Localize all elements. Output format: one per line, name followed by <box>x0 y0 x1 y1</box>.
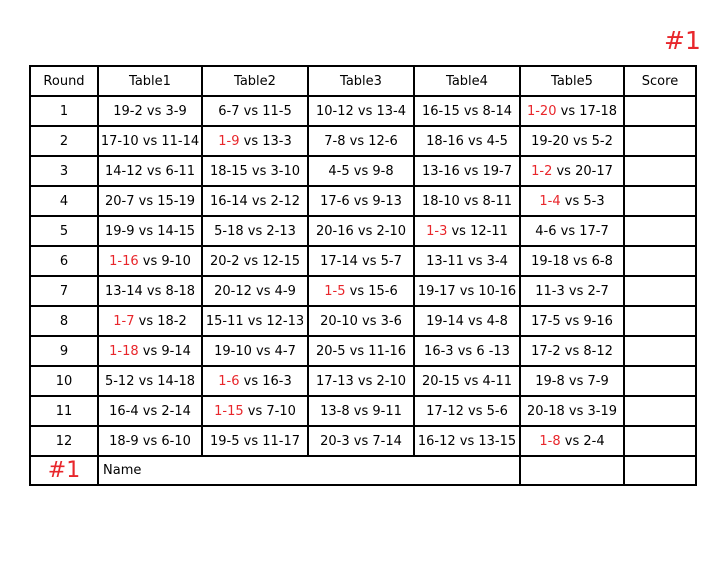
vs-label: vs <box>564 433 580 449</box>
pair-a: 13-16 <box>421 163 460 179</box>
vs-label: vs <box>362 313 377 329</box>
pair-b: 4-7 <box>274 343 296 359</box>
vs-label: vs <box>556 163 571 179</box>
vs-label: vs <box>468 253 483 269</box>
pair-b: 7-10 <box>266 403 296 419</box>
match-cell <box>414 426 520 456</box>
pair-b: 2-7 <box>587 283 609 299</box>
vs-label: vs <box>564 313 580 329</box>
pair-b: 7-14 <box>372 433 402 449</box>
vs-label: vs <box>463 373 479 389</box>
match-cell <box>520 306 624 336</box>
score-cell[interactable] <box>624 336 696 366</box>
match-cell <box>414 96 520 126</box>
vs-label: vs <box>463 103 479 119</box>
match-cell <box>414 336 520 366</box>
pair-b: 14-18 <box>157 373 196 389</box>
pair-a: 19-14 <box>426 313 464 329</box>
footer-score-cell[interactable] <box>624 456 696 485</box>
pair-b: 18-2 <box>157 313 187 329</box>
pair-a: 17-10 <box>100 133 139 149</box>
pair-a: 7-8 <box>324 133 346 149</box>
match-cell <box>308 186 414 216</box>
pair-a: 1-8 <box>539 433 561 449</box>
match-cell <box>98 426 202 456</box>
pair-a: 19-20 <box>531 133 569 149</box>
header-table1: Table1 <box>98 66 202 96</box>
table-row <box>30 96 696 126</box>
pair-b: 13-4 <box>376 103 407 119</box>
pair-b: 5-2 <box>591 133 613 149</box>
pair-b: 9-11 <box>372 403 402 419</box>
match-cell <box>308 96 414 126</box>
pair-a: 1-16 <box>109 253 139 269</box>
pair-a: 10-12 <box>315 103 354 119</box>
pair-a: 1-5 <box>324 283 346 299</box>
match-cell <box>98 126 202 156</box>
match-cell <box>202 396 308 426</box>
pair-a: 18-9 <box>109 433 139 449</box>
pair-a: 4-5 <box>328 163 350 179</box>
vs-label: vs <box>247 403 263 419</box>
pair-b: 2-10 <box>376 373 407 389</box>
pair-b: 11-16 <box>368 343 407 359</box>
vs-label: vs <box>568 373 584 389</box>
pair-b: 15-6 <box>368 283 398 299</box>
match-cell <box>202 186 308 216</box>
pair-a: 19-17 <box>417 283 456 299</box>
match-cell <box>98 336 202 366</box>
match-cell <box>308 156 414 186</box>
pair-a: 1-7 <box>113 313 135 329</box>
score-cell[interactable] <box>624 156 696 186</box>
table-row <box>30 366 696 396</box>
vs-label: vs <box>459 433 475 449</box>
pair-b: 6-11 <box>165 163 196 179</box>
vs-label: vs <box>357 373 373 389</box>
match-cell <box>520 396 624 426</box>
score-cell[interactable] <box>624 306 696 336</box>
match-cell <box>202 306 308 336</box>
pair-b: 4-8 <box>486 313 508 329</box>
footer-row <box>30 456 696 485</box>
vs-label: vs <box>251 193 267 209</box>
round-cell: 8 <box>30 306 98 336</box>
pair-a: 15-11 <box>205 313 244 329</box>
vs-label: vs <box>451 223 466 239</box>
match-cell <box>308 246 414 276</box>
pair-a: 11-3 <box>535 283 565 299</box>
match-cell <box>308 396 414 426</box>
pair-a: 1-3 <box>426 223 448 239</box>
vs-label: vs <box>138 193 154 209</box>
match-cell <box>414 366 520 396</box>
sheet-number-label: #1 <box>664 26 701 55</box>
vs-label: vs <box>146 283 162 299</box>
score-cell[interactable] <box>624 396 696 426</box>
schedule-body <box>30 96 696 456</box>
score-cell[interactable] <box>624 216 696 246</box>
pair-b: 9-10 <box>161 253 191 269</box>
pair-a: 1-2 <box>531 163 553 179</box>
round-cell: 9 <box>30 336 98 366</box>
pair-a: 16-4 <box>109 403 139 419</box>
pair-a: 16-14 <box>209 193 248 209</box>
round-cell: 11 <box>30 396 98 426</box>
pair-a: 18-16 <box>426 133 464 149</box>
vs-label: vs <box>568 283 584 299</box>
vs-label: vs <box>251 163 267 179</box>
vs-label: vs <box>468 313 483 329</box>
pair-a: 18-15 <box>209 163 248 179</box>
vs-label: vs <box>564 193 580 209</box>
pair-a: 16-12 <box>417 433 456 449</box>
pair-a: 17-2 <box>531 343 561 359</box>
vs-label: vs <box>560 103 576 119</box>
vs-label: vs <box>142 343 158 359</box>
pair-a: 19-5 <box>209 433 240 449</box>
pair-b: 12-11 <box>470 223 508 239</box>
vs-label: vs <box>256 283 271 299</box>
header-table2: Table2 <box>202 66 308 96</box>
pair-b: 2-13 <box>266 223 296 239</box>
table-row <box>30 336 696 366</box>
pair-b: 11-17 <box>262 433 301 449</box>
pair-a: 1-4 <box>539 193 561 209</box>
vs-label: vs <box>349 343 365 359</box>
footer-number-text: #1 <box>47 458 81 483</box>
table-row <box>30 216 696 246</box>
vs-label: vs <box>243 433 259 449</box>
table-row <box>30 186 696 216</box>
pair-b: 3-6 <box>380 313 402 329</box>
pair-a: 1-15 <box>214 403 244 419</box>
match-cell <box>202 336 308 366</box>
match-cell <box>98 396 202 426</box>
match-cell <box>414 156 520 186</box>
match-cell <box>202 216 308 246</box>
pair-b: 14-15 <box>157 223 196 239</box>
vs-label: vs <box>468 403 483 419</box>
pair-b: 8-18 <box>165 283 196 299</box>
pair-a: 20-7 <box>104 193 135 209</box>
pair-b: 12-6 <box>368 133 398 149</box>
pair-b: 3-9 <box>165 103 187 119</box>
match-cell <box>202 96 308 126</box>
pair-b: 7-9 <box>587 373 609 389</box>
pair-a: 6-7 <box>218 103 240 119</box>
pair-a: 13-11 <box>426 253 464 269</box>
vs-label: vs <box>247 313 263 329</box>
pair-b: 3-10 <box>270 163 301 179</box>
match-cell <box>520 426 624 456</box>
schedule-table <box>29 65 697 486</box>
vs-label: vs <box>353 403 369 419</box>
vs-label: vs <box>142 433 158 449</box>
pair-a: 19-2 <box>113 103 143 119</box>
pair-b: 13-15 <box>478 433 517 449</box>
pair-b: 15-19 <box>157 193 196 209</box>
pair-b: 6-8 <box>591 253 613 269</box>
match-cell <box>202 366 308 396</box>
pair-b: 8-11 <box>482 193 513 209</box>
name-field[interactable] <box>98 456 520 485</box>
table-row <box>30 126 696 156</box>
pair-b: 13-3 <box>262 133 292 149</box>
round-cell: 5 <box>30 216 98 246</box>
pair-b: 10-16 <box>478 283 517 299</box>
pair-b: 6 -13 <box>476 343 510 359</box>
pair-a: 17-12 <box>426 403 464 419</box>
pair-a: 19-8 <box>535 373 565 389</box>
vs-label: vs <box>573 133 588 149</box>
match-cell <box>414 186 520 216</box>
pair-a: 20-10 <box>320 313 358 329</box>
pair-b: 16-3 <box>262 373 292 389</box>
match-cell <box>520 156 624 186</box>
vs-label: vs <box>146 103 162 119</box>
vs-label: vs <box>564 343 580 359</box>
match-cell <box>98 186 202 216</box>
pair-b: 17-18 <box>579 103 618 119</box>
header-table4: Table4 <box>414 66 520 96</box>
pair-a: 16-15 <box>421 103 460 119</box>
pair-a: 13-14 <box>104 283 143 299</box>
match-cell <box>414 276 520 306</box>
pair-b: 5-3 <box>583 193 605 209</box>
match-cell <box>308 426 414 456</box>
match-cell <box>98 366 202 396</box>
pair-a: 20-2 <box>209 253 240 269</box>
match-cell <box>98 246 202 276</box>
footer-blank-cell[interactable] <box>520 456 624 485</box>
vs-label: vs <box>138 223 154 239</box>
match-cell <box>520 336 624 366</box>
pair-b: 9-16 <box>583 313 613 329</box>
match-cell <box>414 126 520 156</box>
header-table5: Table5 <box>520 66 624 96</box>
vs-label: vs <box>256 343 271 359</box>
round-cell: 12 <box>30 426 98 456</box>
header-table3: Table3 <box>308 66 414 96</box>
pair-b: 9-13 <box>372 193 402 209</box>
match-cell <box>414 306 520 336</box>
pair-a: 20-3 <box>320 433 350 449</box>
score-cell[interactable] <box>624 96 696 126</box>
vs-label: vs <box>142 403 158 419</box>
pair-b: 6-10 <box>161 433 191 449</box>
match-cell <box>98 306 202 336</box>
pair-a: 20-5 <box>315 343 346 359</box>
pair-b: 11-5 <box>262 103 292 119</box>
round-cell: 7 <box>30 276 98 306</box>
pair-b: 9-14 <box>161 343 191 359</box>
round-cell: 4 <box>30 186 98 216</box>
pair-a: 1-18 <box>109 343 139 359</box>
match-cell <box>98 216 202 246</box>
pair-a: 5-18 <box>214 223 244 239</box>
table-row <box>30 306 696 336</box>
pair-b: 8-14 <box>482 103 513 119</box>
match-cell <box>414 216 520 246</box>
vs-label: vs <box>243 253 259 269</box>
pair-b: 3-4 <box>486 253 508 269</box>
match-cell <box>520 186 624 216</box>
match-cell <box>308 276 414 306</box>
name-label: Name <box>103 463 142 478</box>
vs-label: vs <box>353 163 369 179</box>
match-cell <box>414 396 520 426</box>
pair-a: 1-9 <box>218 133 240 149</box>
pair-a: 20-16 <box>315 223 354 239</box>
vs-label: vs <box>349 133 365 149</box>
vs-label: vs <box>353 433 369 449</box>
table-row <box>30 246 696 276</box>
pair-b: 12-15 <box>262 253 301 269</box>
table-row <box>30 156 696 186</box>
pair-a: 1-6 <box>218 373 240 389</box>
pair-a: 20-15 <box>421 373 460 389</box>
round-cell: 3 <box>30 156 98 186</box>
vs-label: vs <box>457 343 473 359</box>
header-row <box>30 66 696 96</box>
pair-b: 4-5 <box>486 133 508 149</box>
match-cell <box>308 126 414 156</box>
match-cell <box>308 366 414 396</box>
pair-b: 8-12 <box>583 343 613 359</box>
pair-a: 5-12 <box>104 373 135 389</box>
vs-label: vs <box>146 163 162 179</box>
pair-a: 20-12 <box>214 283 252 299</box>
vs-label: vs <box>243 133 259 149</box>
vs-label: vs <box>459 283 475 299</box>
score-cell[interactable] <box>624 426 696 456</box>
vs-label: vs <box>357 223 373 239</box>
vs-label: vs <box>463 163 479 179</box>
match-cell <box>202 126 308 156</box>
pair-a: 17-6 <box>320 193 350 209</box>
vs-label: vs <box>353 193 369 209</box>
table-row <box>30 396 696 426</box>
vs-label: vs <box>468 133 483 149</box>
vs-label: vs <box>357 103 373 119</box>
vs-label: vs <box>463 193 479 209</box>
match-cell <box>202 426 308 456</box>
score-cell[interactable] <box>624 246 696 276</box>
pair-a: 19-9 <box>104 223 135 239</box>
vs-label: vs <box>362 253 377 269</box>
pair-b: 2-4 <box>583 433 605 449</box>
match-cell <box>98 96 202 126</box>
match-cell <box>520 246 624 276</box>
vs-label: vs <box>142 253 158 269</box>
match-cell <box>202 246 308 276</box>
vs-label: vs <box>138 313 154 329</box>
score-cell[interactable] <box>624 276 696 306</box>
pair-b: 5-6 <box>486 403 508 419</box>
vs-label: vs <box>568 403 584 419</box>
match-cell <box>202 276 308 306</box>
pair-a: 16-3 <box>424 343 454 359</box>
table-row <box>30 426 696 456</box>
round-cell: 1 <box>30 96 98 126</box>
match-cell <box>520 216 624 246</box>
vs-label: vs <box>142 133 158 149</box>
pair-a: 17-5 <box>531 313 561 329</box>
pair-a: 20-18 <box>526 403 565 419</box>
vs-label: vs <box>560 223 576 239</box>
pair-a: 4-6 <box>535 223 557 239</box>
score-cell[interactable] <box>624 126 696 156</box>
pair-a: 19-10 <box>214 343 252 359</box>
pair-b: 4-11 <box>482 373 513 389</box>
pair-b: 3-19 <box>587 403 618 419</box>
vs-label: vs <box>243 373 259 389</box>
pair-b: 2-12 <box>270 193 301 209</box>
round-cell: 10 <box>30 366 98 396</box>
pair-b: 9-8 <box>372 163 394 179</box>
pair-b: 12-13 <box>266 313 305 329</box>
score-cell[interactable] <box>624 366 696 396</box>
match-cell <box>308 336 414 366</box>
pair-a: 17-13 <box>315 373 354 389</box>
pair-b: 2-10 <box>376 223 407 239</box>
match-cell <box>520 366 624 396</box>
vs-label: vs <box>243 103 259 119</box>
vs-label: vs <box>247 223 263 239</box>
pair-b: 11-14 <box>161 133 200 149</box>
match-cell <box>414 246 520 276</box>
pair-a: 1-20 <box>526 103 557 119</box>
pair-a: 13-8 <box>320 403 350 419</box>
pair-a: 14-12 <box>104 163 143 179</box>
round-cell: 6 <box>30 246 98 276</box>
pair-b: 2-14 <box>161 403 191 419</box>
match-cell <box>520 96 624 126</box>
footer-number <box>30 456 98 485</box>
match-cell <box>308 306 414 336</box>
vs-label: vs <box>138 373 154 389</box>
pair-a: 19-18 <box>531 253 569 269</box>
round-cell: 2 <box>30 126 98 156</box>
table-row <box>30 276 696 306</box>
pair-b: 5-7 <box>380 253 402 269</box>
score-cell[interactable] <box>624 186 696 216</box>
pair-b: 4-9 <box>274 283 296 299</box>
vs-label: vs <box>573 253 588 269</box>
match-cell <box>98 276 202 306</box>
pair-a: 18-10 <box>421 193 460 209</box>
pair-b: 17-7 <box>579 223 609 239</box>
match-cell <box>202 156 308 186</box>
vs-label: vs <box>349 283 365 299</box>
pair-b: 20-17 <box>575 163 613 179</box>
pair-b: 19-7 <box>482 163 513 179</box>
match-cell <box>520 126 624 156</box>
header-round: Round <box>30 66 98 96</box>
header-score: Score <box>624 66 696 96</box>
pair-a: 17-14 <box>320 253 358 269</box>
match-cell <box>98 156 202 186</box>
match-cell <box>520 276 624 306</box>
match-cell <box>308 216 414 246</box>
